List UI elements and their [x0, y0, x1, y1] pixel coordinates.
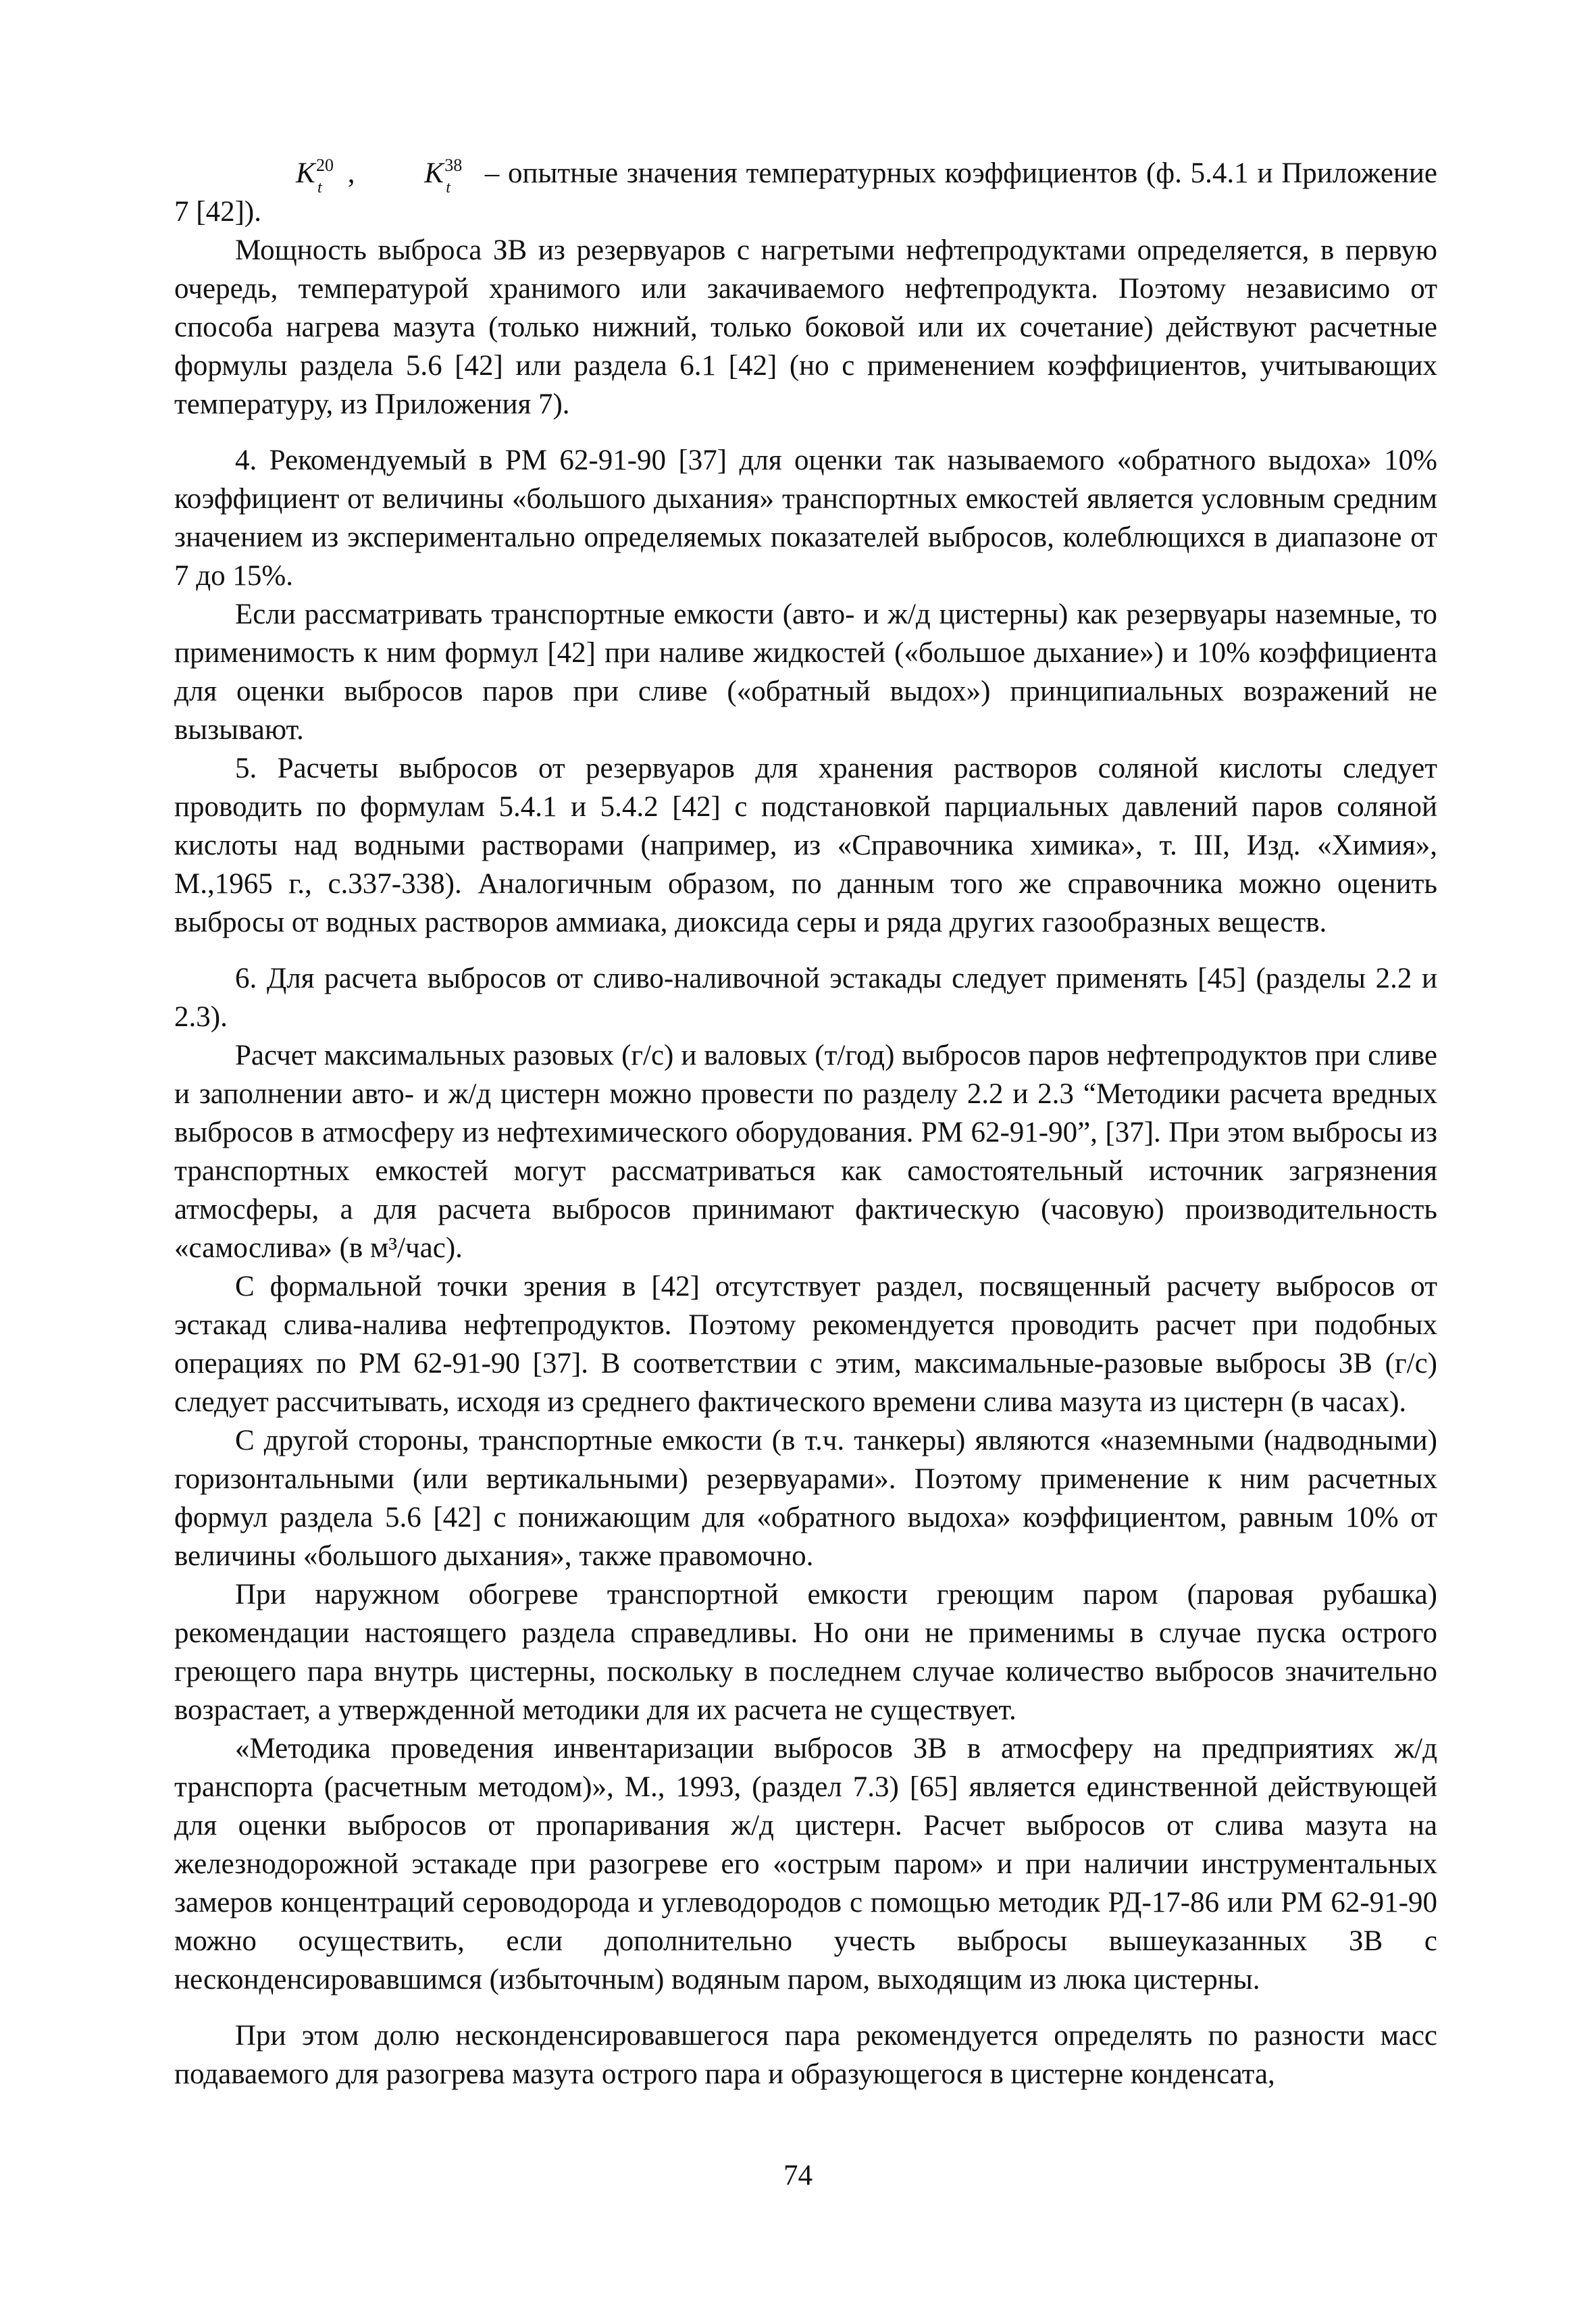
paragraph: Расчет максимальных разовых (г/с) и валовых (т/год) выбросов паров нефтепродуктов при сливе и заполнении авто- и ж/д цистерн можно провести по разделу 2.2 и 2.3 “Методики расчета вредных выбросов в атмосферу из нефтехимического оборудования. РМ 62-91-90”, [37]. При этом выбросы из транспортных емкостей могут рассматриваться как самостоятельный источник загрязнения атмосферы, а для расчета выбросов принимают фактическую (часовую) производительность «самослива» (в м³/час).	[174, 1040, 1437, 1264]
paragraph: 4. Рекомендуемый в РМ 62-91-90 [37] для оценки так называемого «обратного выдоха» 10% коэффициент от величины «большого дыхания» транспортных емкостей является условным средним значением из экспериментально определяемых показателей выбросов, колеблющихся в диапазоне от 7 до 15%.	[174, 444, 1437, 592]
paragraph: «Методика проведения инвентаризации выбросов ЗВ в атмосферу на предприятиях ж/д транспорта (расчетным методом)», М., 1993, (раздел 7.3) [65] является единственной действующей для оценки выбросов от пропаривания ж/д цистерн. Расчет выбросов от слива мазута на железнодорожной эстакаде при разогреве его «острым паром» и при наличии инструментальных замеров концентраций сероводорода и углеводородов с помощью методик РД-17-86 или РМ 62-91-90 можно осуществить, если дополнительно учесть выбросы вышеуказанных ЗВ с несконденсировавшимся (избыточным) водяным паром, выходящим из люка цистерны.	[174, 1733, 1437, 1996]
paragraph: 6. Для расчета выбросов от сливо-наливочной эстакады следует применять [45] (разделы 2.2 и 2.3).	[174, 963, 1437, 1033]
formula-description: – опытные значения температурных коэффициентов (ф. 5.4.1 и Приложение 7 [42]).	[174, 157, 1438, 228]
paragraph: При этом долю несконденсировавшегося пара рекомендуется определять по разности масс подаваемого для разогрева мазута острого пара и образующегося в цистерне конденсата,	[174, 2020, 1437, 2090]
body-text	[174, 154, 1437, 2093]
paragraph: С другой стороны, транспортные емкости (в т.ч. танкеры) являются «наземными (надводными) горизонтальными (или вертикальными) резервуарами». Поэтому применение к ним расчетных формул раздела 5.6 [42] с понижающим для «обратного выдоха» коэффициентом, равным 10% от величины «большого дыхания», также правомочно.	[174, 1425, 1437, 1572]
formula-line: K 20 t , K 38 t – опытные значения температурных коэффициентов (ф. 5.4.1 и Приложение 7 [42]).	[174, 155, 1438, 228]
page-number: 74	[783, 2160, 813, 2191]
paragraph: Если рассматривать транспортные емкости (авто- и ж/д цистерны) как резервуары наземные, то применимость к ним формул [42] при наливе жидкостей («большое дыхание») и 10% коэффициента для оценки выбросов паров при сливе («обратный выдох») принципиальных возражений не вызывают.	[174, 599, 1437, 746]
paragraph: При наружном обогреве транспортной емкости греющим паром (паровая рубашка) рекомендации настоящего раздела справедливы. Но они не применимы в случае пуска острого греющего пара внутрь цистерны, поскольку в последнем случае количество выбросов значительно возрастает, а утвержденной методики для их расчета не существует.	[174, 1579, 1437, 1726]
paragraph: С формальной точки зрения в [42] отсутствует раздел, посвященный расчету выбросов от эстакад слива-налива нефтепродуктов. Поэтому рекомендуется проводить расчет при подобных операциях по РМ 62-91-90 [37]. В соответствии с этим, максимальные-разовые выбросы ЗВ (г/с) следует рассчитывать, исходя из среднего фактического времени слива мазута из цистерн (в часах).	[174, 1271, 1437, 1418]
paragraph: 5. Расчеты выбросов от резервуаров для хранения растворов соляной кислоты следует проводить по формулам 5.4.1 и 5.4.2 [42] с подстановкой парциальных давлений паров соляной кислоты над водными растворами (например, из «Справочника химика», т. III, Изд. «Химия», М.,1965 г., с.337-338). Аналогичным образом, по данным того же справочника можно оценить выбросы от водных растворов аммиака, диоксида серы и ряда других газообразных веществ.	[174, 753, 1437, 938]
formula-k20: K 20 t	[296, 155, 334, 197]
paragraph: Мощность выброса ЗВ из резервуаров с нагретыми нефтепродуктами определяется, в первую очередь, температурой хранимого или закачиваемого нефтепродукта. Поэтому независимо от способа нагрева мазута (только нижний, только боковой или их сочетание) действуют расчетные формулы раздела 5.6 [42] или раздела 6.1 [42] (но с применением коэффициентов, учитывающих температуру, из Приложения 7).	[174, 234, 1437, 420]
formula-k38: K 38 t	[424, 155, 463, 197]
